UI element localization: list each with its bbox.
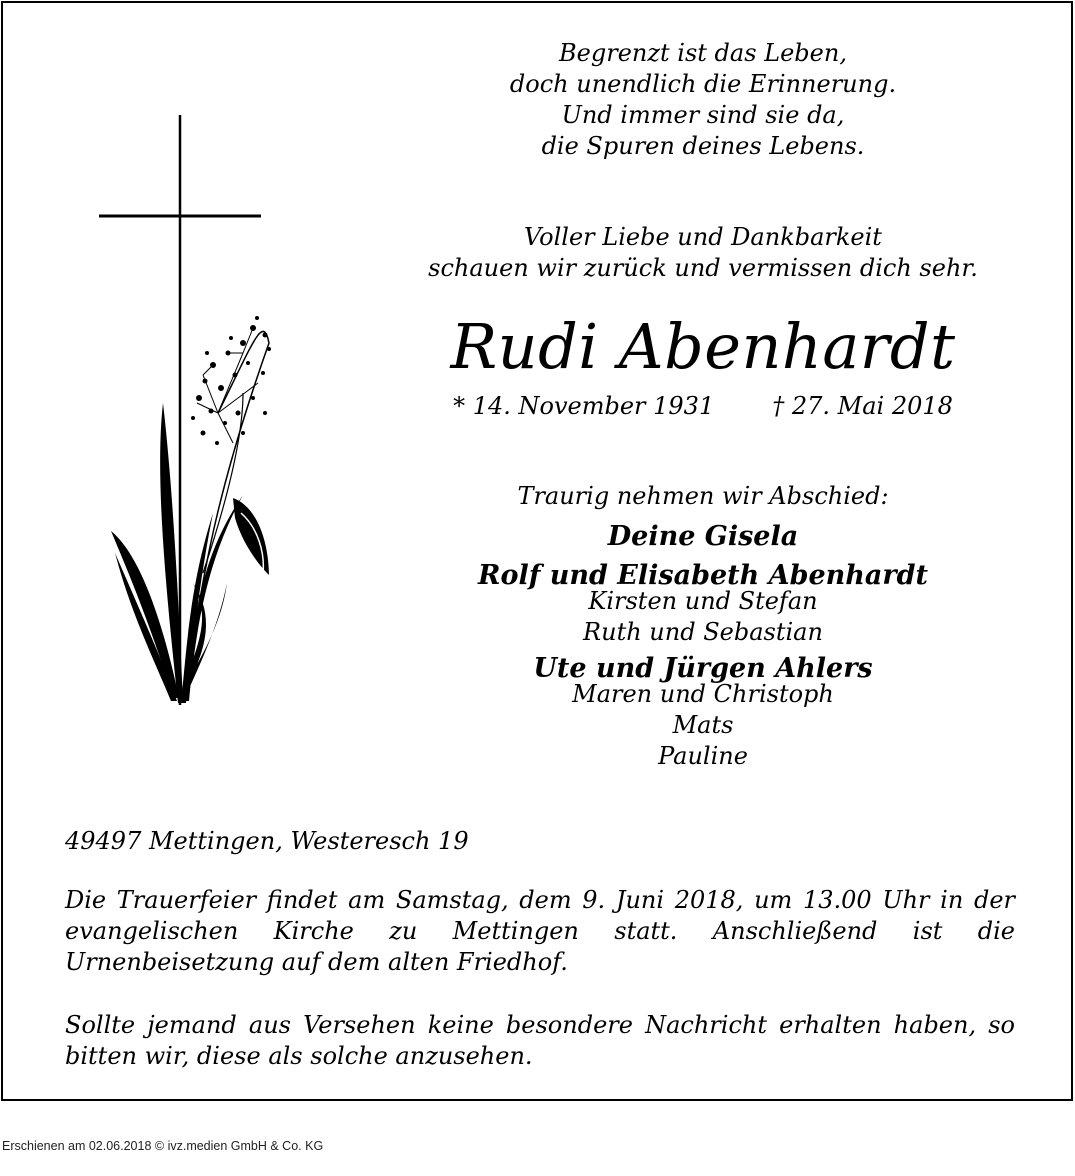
dedication-line: schauen wir zurück und vermissen dich sehr. [428,254,978,282]
dedication-line: Voller Liebe und Dankbarkeit [524,223,882,251]
poem-line: doch unendlich die Erinnerung. [509,70,897,98]
address [65,826,1015,857]
mourner-primary: Deine Gisela [607,521,799,552]
mourner-primary: Ute und Jürgen Ahlers [533,653,873,684]
mourner-secondary: Pauline [658,742,748,770]
ceremony-text: Die Trauerfeier findet am Samstag, dem 9. Juni 2018, um 13.00 Uhr in der evangelischen Kirche zu Mettingen statt. Anschließend ist die Urnenbeisetzung auf dem alten Friedhof. [65,886,1015,976]
cross-with-grass-icon [93,113,293,713]
poem [403,38,1003,162]
poem-line: Begrenzt ist das Leben, [559,39,847,67]
life-dates [403,389,1003,423]
notice [65,1010,1015,1072]
mourners [403,481,1003,772]
dedication [403,222,1003,284]
obituary-frame [1,1,1073,1101]
ceremony-info [65,885,1015,978]
mourner-primary: Rolf und Elisabeth Abenhardt [478,560,928,591]
mourner-secondary: Maren und Christoph [572,680,834,708]
notice-text: Sollte jemand aus Versehen keine besondere Nachricht erhalten haben, so bitten wir, diese als solche anzusehen. [65,1011,1015,1070]
death-date: † 27. Mai 2018 [772,392,953,420]
address-text: 49497 Mettingen, Westeresch 19 [65,827,469,855]
birth-date: * 14. November 1931 [453,392,715,420]
mourners-intro: Traurig nehmen wir Abschied: [517,482,889,510]
publication-credit: Erschienen am 02.06.2018 © ivz.medien GmbH & Co. KG [2,1139,324,1153]
mourner-secondary: Kirsten und Stefan [588,587,818,615]
poem-line: die Spuren deines Lebens. [541,132,865,160]
deceased-name: Rudi Abenhardt [450,310,956,383]
mourner-secondary: Mats [672,711,734,739]
mourner-secondary: Ruth und Sebastian [583,618,823,646]
poem-line: Und immer sind sie da, [561,101,845,129]
